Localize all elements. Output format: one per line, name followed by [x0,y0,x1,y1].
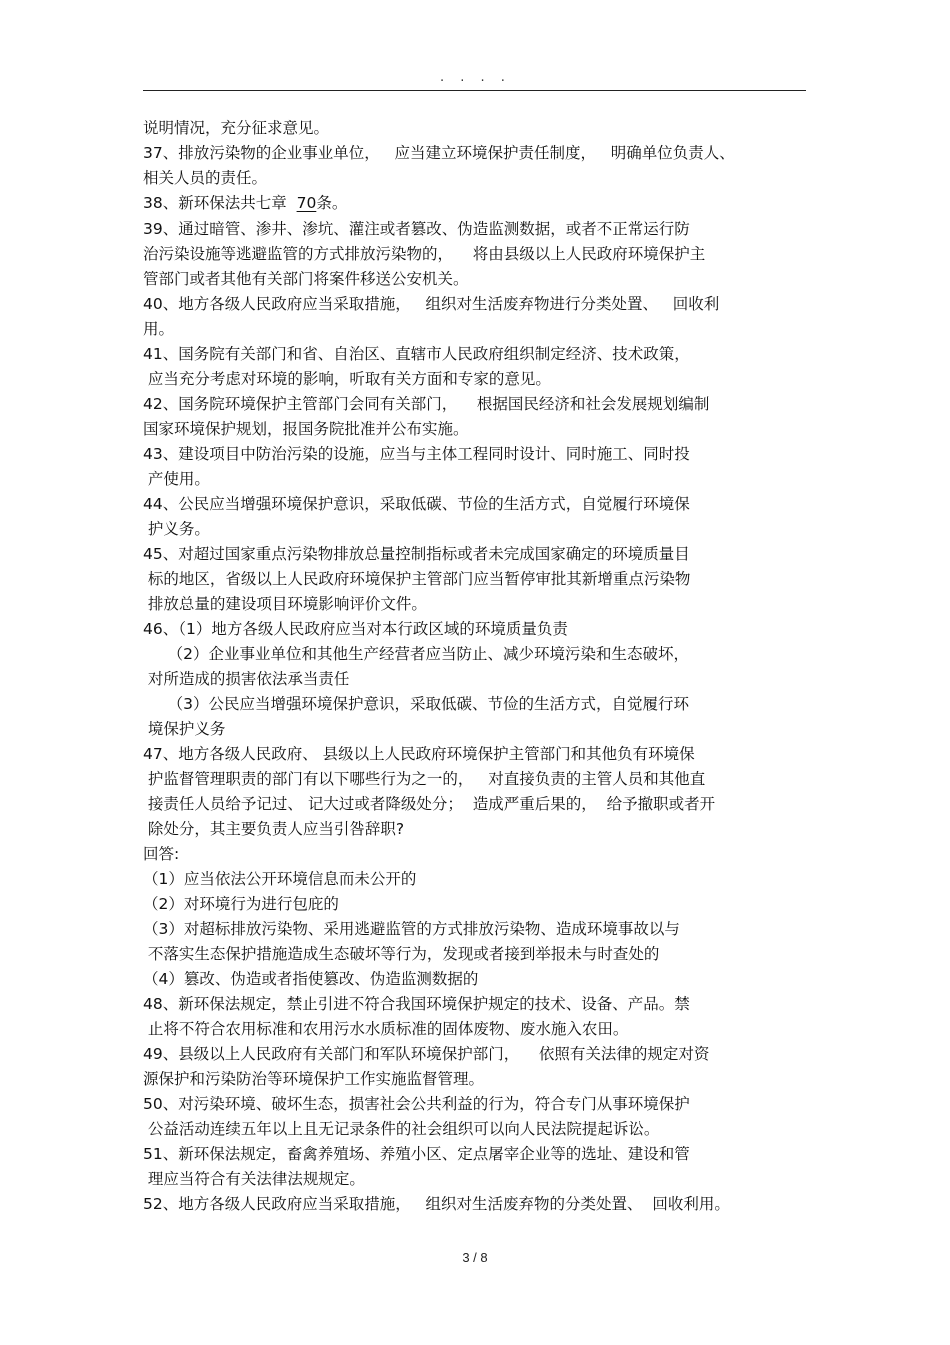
text-line: 46、（1）地方各级人民政府应当对本行政区域的环境质量负责 [143,620,568,638]
text-line: 排放总量的建设项目环境影响评价文件。 [143,595,427,613]
text-line: 48、新环保法规定，禁止引进不符合我国环境保护规定的技术、设备、产品。禁 [143,995,690,1013]
text-line: 41、国务院有关部门和省、自治区、直辖市人民政府组织制定经济、技术政策， [143,345,690,363]
question-38-suffix: 条。 [316,194,348,212]
text-line: 50、对污染环境、破坏生态，损害社会公共利益的行为，符合专门从事环境保护 [143,1095,690,1113]
text-line: 应当充分考虑对环境的影响，听取有关方面和专家的意见。 [143,370,551,388]
question-38-answer: 70 [296,194,317,212]
text-line: 47、地方各级人民政府、 县级以上人民政府环境保护主管部门和其他负有环境保 [143,745,695,763]
text-line: 52、地方各级人民政府应当采取措施， 组织对生活废弃物的分类处置、 回收利用。 [143,1195,730,1213]
text-line: 49、县级以上人民政府有关部门和军队环境保护部门， 依照有关法律的规定对资 [143,1045,710,1063]
text-line: 护义务。 [143,520,210,538]
text-line: 接责任人员给予记过、 记大过或者降级处分； 造成严重后果的， 给予撤职或者开 [143,795,716,813]
text-line: 源保护和污染防治等环境保护工作实施监督管理。 [143,1070,485,1088]
text-line: （4）篡改、伪造或者指使篡改、伪造监测数据的 [143,970,479,988]
text-line: 回答: [143,845,180,863]
text-line: 42、国务院环境保护主管部门会同有关部门， 根据国民经济和社会发展规划编制 [143,395,710,413]
text-line: （3）公民应当增强环境保护意识，采取低碳、节俭的生活方式，自觉履行环 [143,695,689,713]
text-line: 用。 [143,320,175,338]
text-line: 护监督管理职责的部门有以下哪些行为之一的， 对直接负责的主管人员和其他直 [143,770,706,788]
text-line: 对所造成的损害依法承当责任 [143,670,350,688]
text-line: 说明情况，充分征求意见。 [143,119,330,137]
text-line: 相关人员的责任。 [143,169,268,187]
text-line: 不落实生态保护措施造成生态破坏等行为，发现或者接到举报未与时查处的 [143,945,660,963]
page-number: 3 / 8 [462,1250,488,1265]
text-line: 公益活动连续五年以上且无记录条件的社会组织可以向人民法院提起诉讼。 [143,1120,660,1138]
text-line: （1）应当依法公开环境信息而未公开的 [143,870,417,888]
text-line: （3）对超标排放污染物、采用逃避监管的方式排放污染物、造成环境事故以与 [143,920,680,938]
text-line: 44、公民应当增强环境保护意识，采取低碳、节俭的生活方式，自觉履行环境保 [143,495,690,513]
text-line: 治污染设施等逃避监管的方式排放污染物的， 将由县级以上人民政府环境保护主 [143,245,706,263]
text-line: 43、建设项目中防治污染的设施，应当与主体工程同时设计、同时施工、同时投 [143,445,690,463]
text-line: 境保护义务 [143,720,226,738]
text-line: （2）企业事业单位和其他生产经营者应当防止、减少环境污染和生态破坏， [143,645,689,663]
text-line: （2）对环境行为进行包庇的 [143,895,339,913]
text-line: 管部门或者其他有关部门将案件移送公安机关。 [143,270,469,288]
text-line: 40、地方各级人民政府应当采取措施， 组织对生活废弃物进行分类处置、 回收利 [143,295,720,313]
text-line: 理应当符合有关法律法规规定。 [143,1170,365,1188]
question-38-text: 38、新环保法共七章 [143,194,297,212]
header-dots: · · · · [440,74,511,89]
text-line: 标的地区，省级以上人民政府环境保护主管部门应当暂停审批其新增重点污染物 [143,570,691,588]
header-rule [143,90,806,91]
text-line: 产使用。 [143,470,210,488]
text-line: 51、新环保法规定，畜禽养殖场、养殖小区、定点屠宰企业等的选址、建设和管 [143,1145,690,1163]
text-line: 37、排放污染物的企业事业单位， 应当建立环境保护责任制度， 明确单位负责人、 [143,144,735,162]
text-line: 除处分，其主要负责人应当引咎辞职? [143,820,405,838]
text-line: 止将不符合农用标准和农用污水水质标准的固体废物、废水施入农田。 [143,1020,629,1038]
text-line: 39、通过暗管、渗井、渗坑、灌注或者篡改、伪造监测数据，或者不正常运行防 [143,220,690,238]
text-line: 国家环境保护规划，报国务院批准并公布实施。 [143,420,469,438]
text-line: 45、对超过国家重点污染物排放总量控制指标或者未完成国家确定的环境质量目 [143,545,690,563]
question-38-line [143,191,347,215]
